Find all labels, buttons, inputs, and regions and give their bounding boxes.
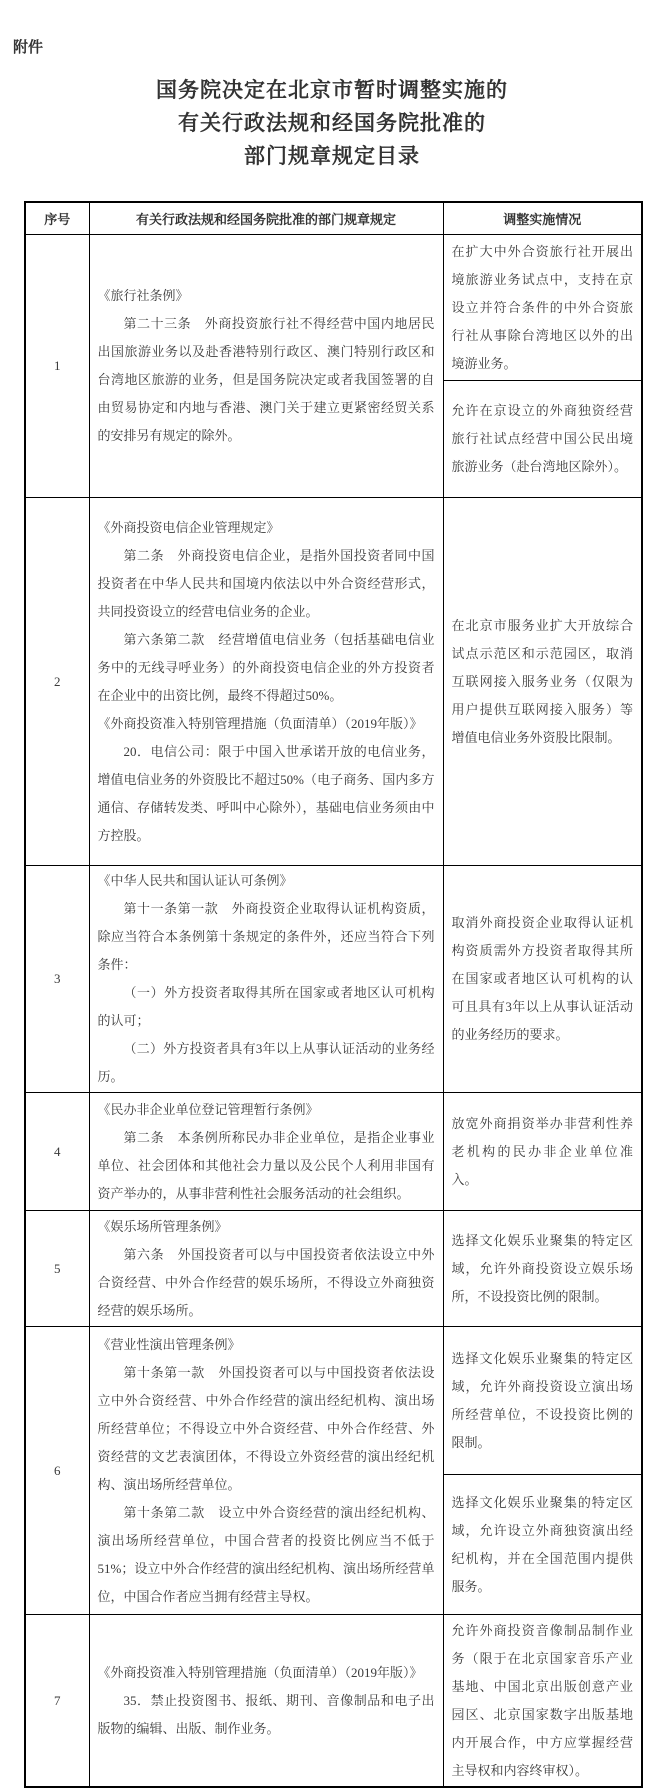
adjustment-cell bbox=[443, 1615, 642, 1788]
adjustment-paragraph: 允许在京设立的外商独资经营旅行社试点经营中国公民出境旅游业务（赴台湾地区除外）。 bbox=[451, 403, 633, 474]
table-row bbox=[25, 1093, 642, 1211]
regulation-cell bbox=[89, 866, 443, 1093]
regulation-paragraph: 第二十三条 外商投资旅行社不得经营中国内地居民出国旅游业务以及赴香港特别行政区、澳门特别行政区和台湾地区旅游的业务，但是国务院决定或者我国签署的自由贸易协定和内地与香港、澳门关于建立更紧密经贸关系的安排另有规定的除外。 bbox=[97, 316, 435, 443]
table-row bbox=[25, 235, 642, 381]
regulation-paragraph: 第二条 本条例所称民办非企业单位，是指企业事业单位、社会团体和其他社会力量以及公民个人利用非国有资产举办的，从事非营利性社会服务活动的社会组织。 bbox=[97, 1129, 435, 1201]
adjustment-paragraph: 选择文化娱乐业聚集的特定区域，允许外商投资设立演出场所经营单位，不设投资比例的限制。 bbox=[451, 1350, 633, 1450]
adjustment-cell bbox=[443, 498, 642, 866]
row-number: 4 bbox=[25, 1093, 89, 1211]
title-line-2: 有关行政法规和经国务院批准的 bbox=[178, 111, 486, 135]
attachment-label: 附件 bbox=[13, 40, 44, 56]
adjustment-cell bbox=[443, 235, 642, 381]
adjustment-cell bbox=[443, 1327, 642, 1475]
adjustment-paragraph: 选择文化娱乐业聚集的特定区域，允许外商投资设立娱乐场所，不设投资比例的限制。 bbox=[451, 1232, 633, 1304]
regulation-paragraph: 35．禁止投资图书、报纸、期刊、音像制品和电子出版物的编辑、出版、制作业务。 bbox=[97, 1692, 435, 1736]
row-number: 1 bbox=[25, 235, 89, 498]
regulation-paragraph: 第六条第二款 经营增值电信业务（包括基础电信业务中的无线寻呼业务）的外商投资电信企业的外方投资者在企业中的出资比例，最终不得超过50%。 bbox=[97, 631, 435, 703]
adjustment-cell bbox=[443, 866, 642, 1093]
regulation-paragraph: 20．电信公司：限于中国入世承诺开放的电信业务，增值电信业务的外资股比不超过50%（电子商务、国内多方通信、存储转发类、呼叫中心除外），基础电信业务须由中方控股。 bbox=[97, 743, 435, 843]
regulation-paragraph: 第二条 外商投资电信企业，是指外国投资者同中国投资者在中华人民共和国境内依法以中外合资经营形式，共同投资设立的经营电信业务的企业。 bbox=[97, 547, 435, 619]
regulation-paragraph: 第十一条第一款 外商投资企业取得认证机构资质，除应当符合本条例第十条规定的条件外，还应当符合下列条件： bbox=[97, 901, 435, 972]
adjustment-cell bbox=[443, 381, 642, 498]
adjustment-paragraph: 在北京市服务业扩大开放综合试点示范区和示范园区，取消互联网接入服务业务（仅限为用户提供互联网接入服务）等增值电信业务外资股比限制。 bbox=[451, 617, 633, 745]
regulation-paragraph: 《娱乐场所管理条例》 bbox=[97, 1218, 228, 1234]
header-regulation: 有关行政法规和经国务院批准的部门规章规定 bbox=[89, 202, 443, 235]
regulation-paragraph: 《外商投资准入特别管理措施（负面清单）（2019年版）》 bbox=[97, 1664, 423, 1680]
regulation-paragraph: 第十条第二款 设立中外合资经营的演出经纪机构、演出场所经营单位，中国合营者的投资比例应当不低于51%；设立中外合作经营的演出经纪机构、演出场所经营单位，中国合作者应当拥有经营主导权。 bbox=[97, 1504, 435, 1604]
regulation-paragraph: 《营业性演出管理条例》 bbox=[97, 1336, 241, 1352]
table-row bbox=[25, 1615, 642, 1788]
title-line-3: 部门规章规定目录 bbox=[244, 144, 420, 168]
adjustment-paragraph: 允许外商投资音像制品制作业务（限于在北京国家音乐产业基地、中国北京出版创意产业园区、北京国家数字出版基地内开展合作，中方应掌握经营主导权和内容终审权）。 bbox=[451, 1622, 633, 1778]
regulation-paragraph: （二）外方投资者具有3年以上从事认证活动的业务经历。 bbox=[97, 1041, 435, 1084]
document-title bbox=[0, 74, 664, 173]
table-row bbox=[25, 1327, 642, 1475]
header-no: 序号 bbox=[25, 202, 89, 235]
table-row bbox=[25, 498, 642, 866]
adjustment-cell bbox=[443, 1211, 642, 1327]
regulation-paragraph: 《民办非企业单位登记管理暂行条例》 bbox=[97, 1101, 319, 1117]
adjustment-paragraph: 放宽外商捐资举办非营利性养老机构的民办非企业单位准入。 bbox=[451, 1115, 633, 1187]
regulation-paragraph: 《旅行社条例》 bbox=[97, 288, 189, 303]
adjustment-cell bbox=[443, 1093, 642, 1211]
row-number: 3 bbox=[25, 866, 89, 1093]
regulation-paragraph: 第十条第一款 外国投资者可以与中国投资者依法设立中外合资经营、中外合作经营的演出经纪机构、演出场所经营单位；不得设立中外合资经营、中外合作经营、外资经营的文艺表演团体，不得设立外资经营的演出经纪机构、演出场所经营单位。 bbox=[97, 1364, 435, 1492]
row-number: 7 bbox=[25, 1615, 89, 1788]
table-header-row bbox=[25, 202, 642, 235]
row-number: 6 bbox=[25, 1327, 89, 1615]
regulation-paragraph: （一）外方投资者取得其所在国家或者地区认可机构的认可； bbox=[97, 985, 435, 1028]
regulation-cell bbox=[89, 498, 443, 866]
regulation-cell bbox=[89, 1615, 443, 1788]
regulation-cell bbox=[89, 1093, 443, 1211]
header-adjustment: 调整实施情况 bbox=[443, 202, 642, 235]
adjustment-paragraph: 选择文化娱乐业聚集的特定区域，允许设立外商独资演出经纪机构，并在全国范围内提供服务。 bbox=[451, 1494, 633, 1594]
title-line-1: 国务院决定在北京市暂时调整实施的 bbox=[156, 78, 508, 102]
table-body bbox=[25, 235, 642, 1788]
row-number: 5 bbox=[25, 1211, 89, 1327]
adjustment-paragraph: 取消外商投资企业取得认证机构资质需外方投资者取得其所在国家或者地区认可机构的认可且具有3年以上从事认证活动的业务经历的要求。 bbox=[451, 915, 633, 1042]
table-row bbox=[25, 1211, 642, 1327]
table-row bbox=[25, 866, 642, 1093]
regulation-paragraph: 《外商投资准入特别管理措施（负面清单）（2019年版）》 bbox=[97, 715, 423, 731]
regulation-cell bbox=[89, 1327, 443, 1615]
regulation-cell bbox=[89, 1211, 443, 1327]
adjustment-paragraph: 在扩大中外合资旅行社开展出境旅游业务试点中，支持在京设立并符合条件的中外合资旅行社从事除台湾地区以外的出境游业务。 bbox=[451, 243, 633, 371]
row-number: 2 bbox=[25, 498, 89, 866]
regulation-paragraph: 第六条 外国投资者可以与中国投资者依法设立中外合资经营、中外合作经营的娱乐场所，不得设立外商独资经营的娱乐场所。 bbox=[97, 1246, 435, 1318]
adjustment-cell bbox=[443, 1475, 642, 1615]
regulation-paragraph: 《中华人民共和国认证认可条例》 bbox=[97, 873, 293, 888]
regulations-table bbox=[24, 201, 643, 1788]
regulation-paragraph: 《外商投资电信企业管理规定》 bbox=[97, 519, 280, 535]
regulation-cell bbox=[89, 235, 443, 498]
